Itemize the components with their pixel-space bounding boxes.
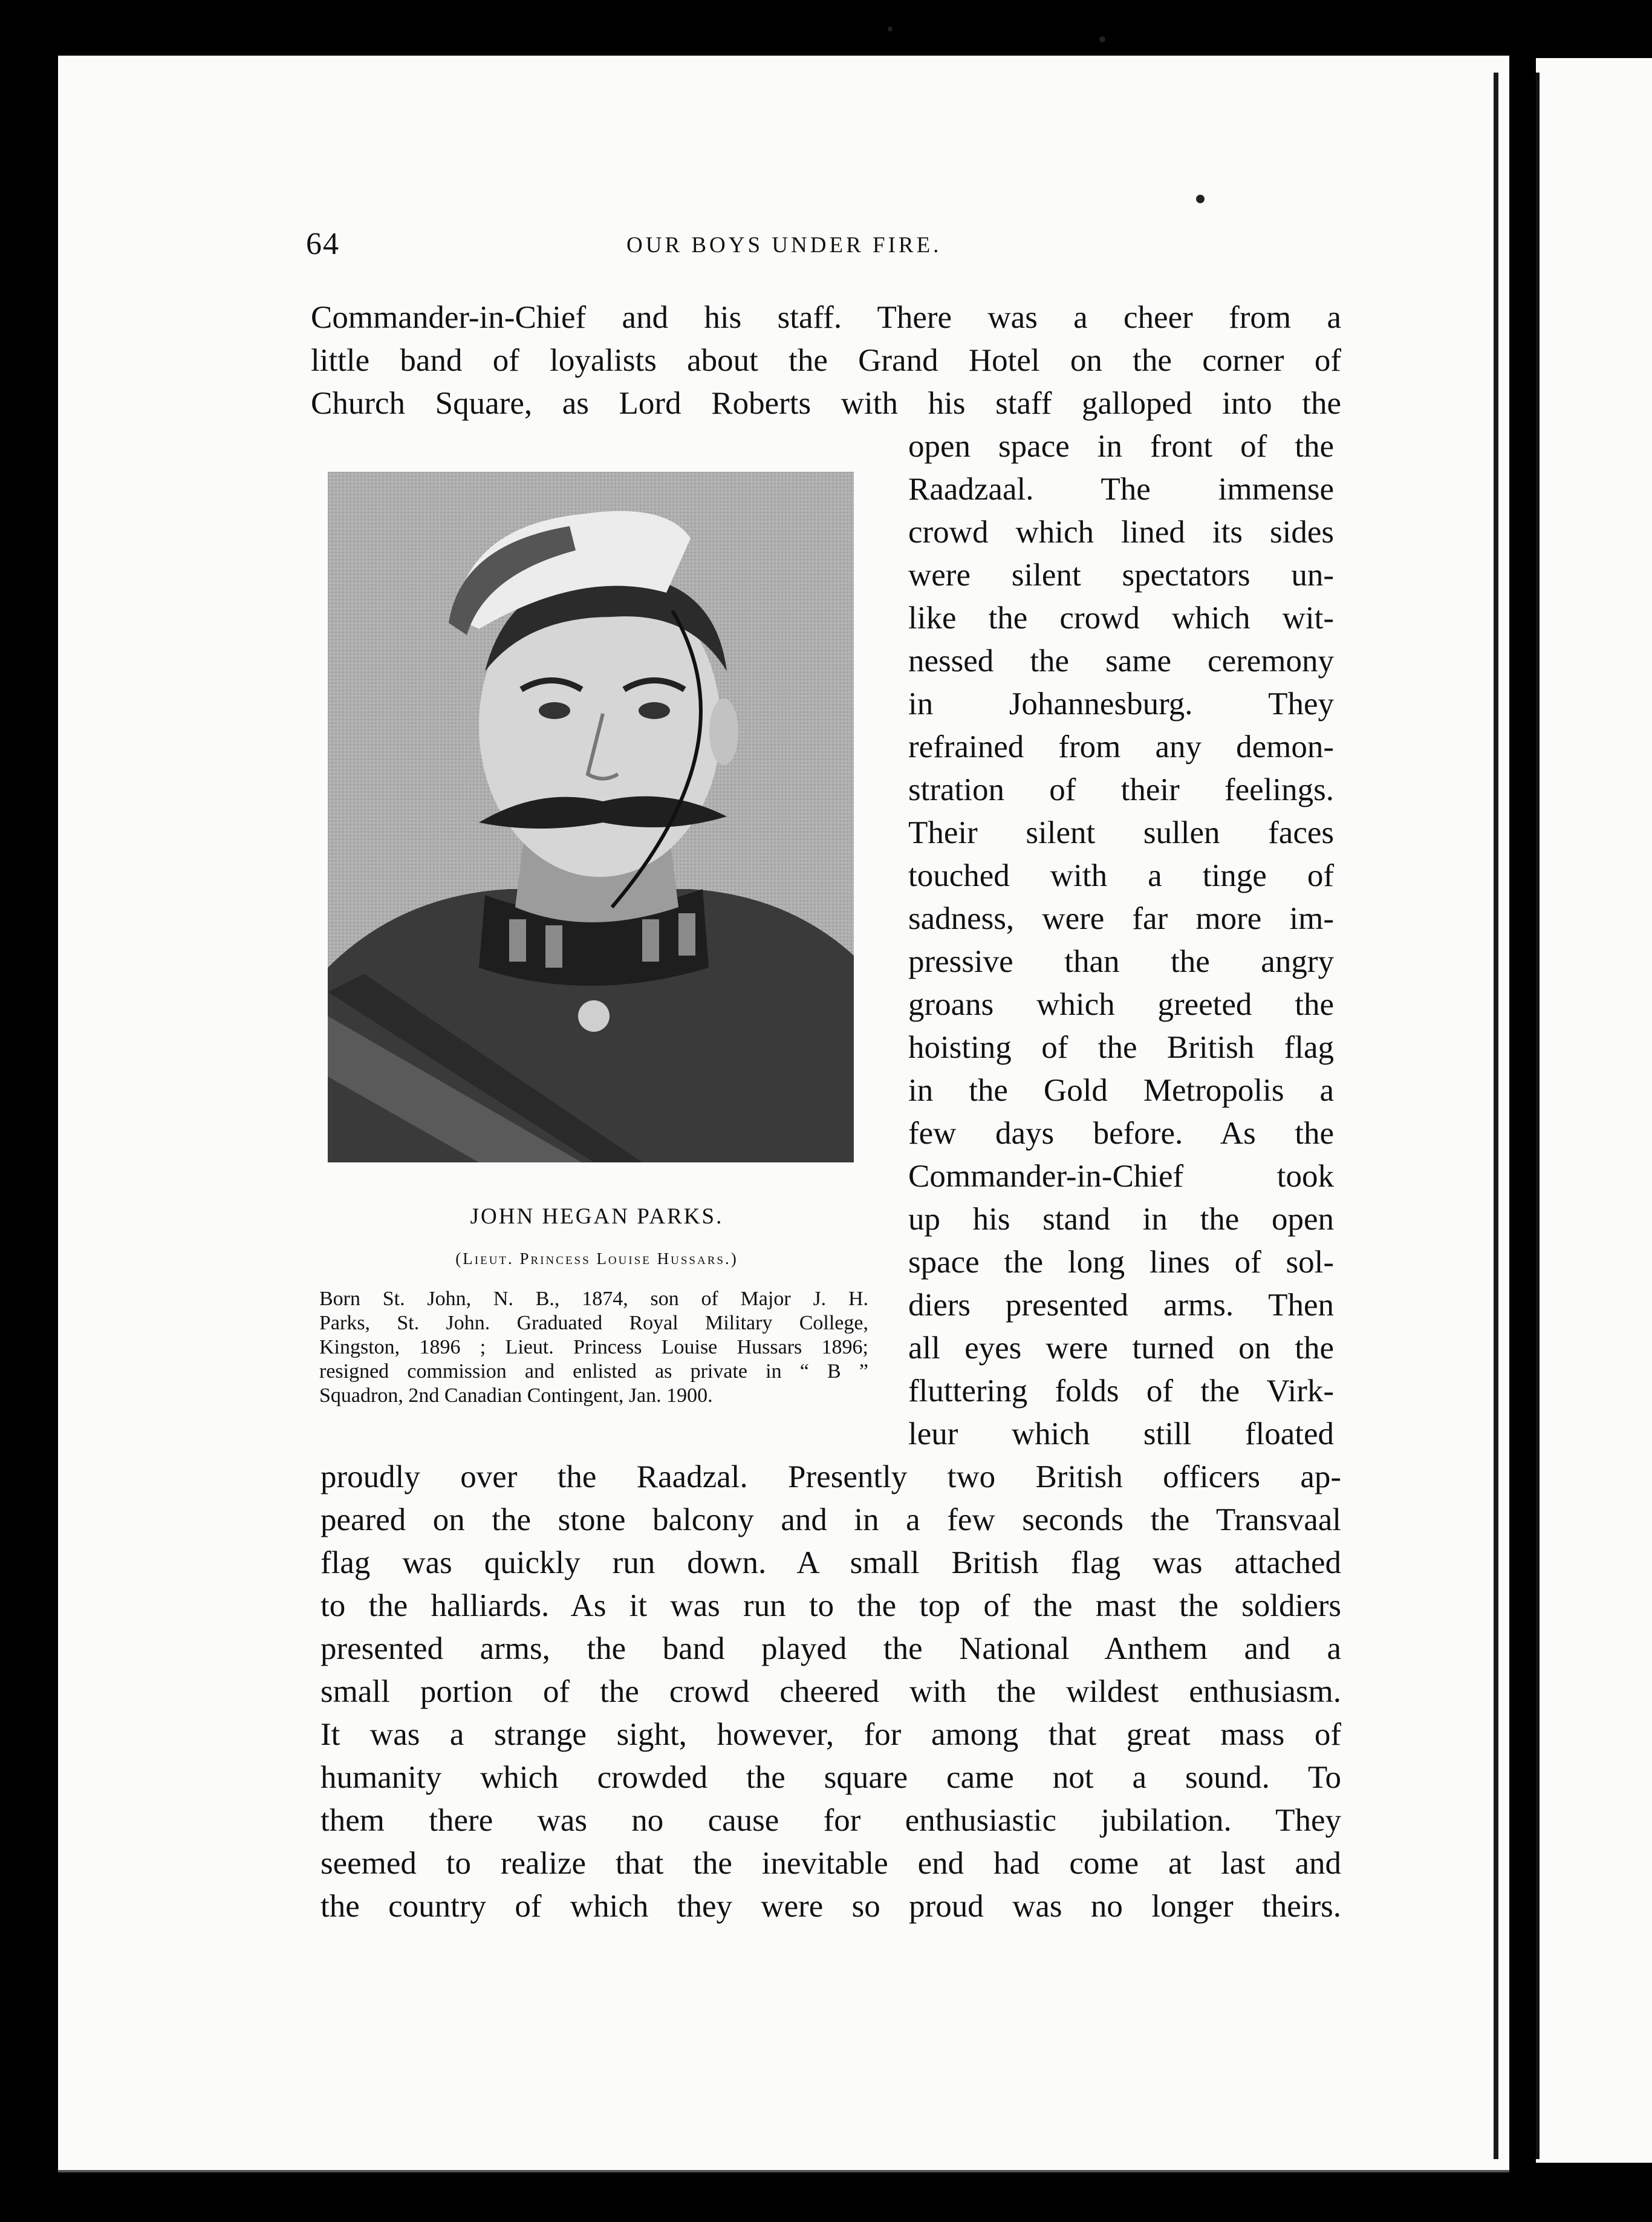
body-line: It was a strange sight, however, for among that great mass of <box>320 1717 1341 1752</box>
page-header <box>306 226 1334 269</box>
body-line: open space in front of the <box>908 429 1334 464</box>
body-line: hoisting of the British flag <box>908 1030 1334 1065</box>
body-line: presented arms, the band played the National Anthem and a <box>320 1631 1341 1666</box>
ink-speck <box>888 27 893 31</box>
body-line: in Johannesburg. They <box>908 686 1334 722</box>
body-line: to the halliards. As it was run to the top of the mast the soldiers <box>320 1588 1341 1623</box>
page-number: 64 <box>306 227 340 261</box>
body-line: all eyes were turned on the <box>908 1331 1334 1366</box>
body-line: stration of their feelings. <box>908 772 1334 807</box>
body-line: up his stand in the open <box>908 1202 1334 1237</box>
body-line: sadness, were far more im- <box>908 901 1334 936</box>
portrait-illustration <box>328 472 854 1162</box>
photo-caption-bio <box>319 1287 868 1408</box>
facing-page-edge <box>1536 58 1652 2163</box>
body-line: refrained from any demon- <box>908 729 1334 764</box>
body-line: leur which still floated <box>908 1416 1334 1451</box>
body-line: them there was no cause for enthusiastic jubilation. They <box>320 1803 1341 1838</box>
body-line: humanity which crowded the square came not a sound. To <box>320 1760 1341 1795</box>
body-line: Commander-in-Chief and his staff. There was a cheer from a <box>311 300 1341 335</box>
body-line: crowd which lined its sides <box>908 515 1334 550</box>
body-line: like the crowd which wit- <box>908 601 1334 636</box>
body-line: Commander-in-Chief took <box>908 1159 1334 1194</box>
body-line: peared on the stone balcony and in a few seconds the Transvaal <box>320 1502 1341 1537</box>
body-line: seemed to realize that the inevitable end had come at last and <box>320 1846 1341 1881</box>
ink-speck <box>1196 195 1205 203</box>
body-line: little band of loyalists about the Grand Hotel on the corner of <box>311 343 1341 378</box>
photo-caption-name: JOHN HEGAN PARKS. <box>470 1204 724 1229</box>
running-title: OUR BOYS UNDER FIRE. <box>626 233 942 258</box>
bio-line: Squadron, 2nd Canadian Contingent, Jan. 1900. <box>319 1384 713 1407</box>
page-fold-shadow <box>1494 73 1498 2159</box>
body-line: space the long lines of sol- <box>908 1245 1334 1280</box>
body-line: were silent spectators un- <box>908 558 1334 593</box>
body-line: small portion of the crowd cheered with the wildest enthusiasm. <box>320 1674 1341 1709</box>
body-line: in the Gold Metropolis a <box>908 1073 1334 1108</box>
body-line: Raadzaal. The immense <box>908 472 1334 507</box>
body-line: Church Square, as Lord Roberts with his staff galloped into the <box>311 386 1341 421</box>
page-bottom-edge <box>58 2170 1509 2172</box>
photo-caption-rank: (Lieut. Princess Louise Hussars.) <box>455 1249 738 1268</box>
body-line: nessed the same ceremony <box>908 643 1334 679</box>
body-line: few days before. As the <box>908 1116 1334 1151</box>
body-line: flag was quickly run down. A small British flag was attached <box>320 1545 1341 1580</box>
body-line: groans which greeted the <box>908 987 1334 1022</box>
bio-line: Parks, St. John. Graduated Royal Military College, <box>319 1312 868 1334</box>
body-line: the country of which they were so proud was no longer theirs. <box>320 1889 1341 1924</box>
body-line: touched with a tinge of <box>908 858 1334 893</box>
body-line: Their silent sullen faces <box>908 815 1334 850</box>
body-line: diers presented arms. Then <box>908 1288 1334 1323</box>
bio-line: resigned commission and enlisted as private in “ B ” <box>319 1360 868 1383</box>
portrait-photo <box>328 472 854 1162</box>
ink-speck <box>1099 36 1105 42</box>
body-line: proudly over the Raadzal. Presently two British officers ap- <box>320 1459 1341 1494</box>
body-line: fluttering folds of the Virk- <box>908 1373 1334 1409</box>
facing-page-border <box>1536 73 1540 2159</box>
body-line: pressive than the angry <box>908 944 1334 979</box>
bio-line: Kingston, 1896 ; Lieut. Princess Louise Hussars 1896; <box>319 1336 868 1358</box>
bio-line: Born St. John, N. B., 1874, son of Major J. H. <box>319 1288 868 1310</box>
